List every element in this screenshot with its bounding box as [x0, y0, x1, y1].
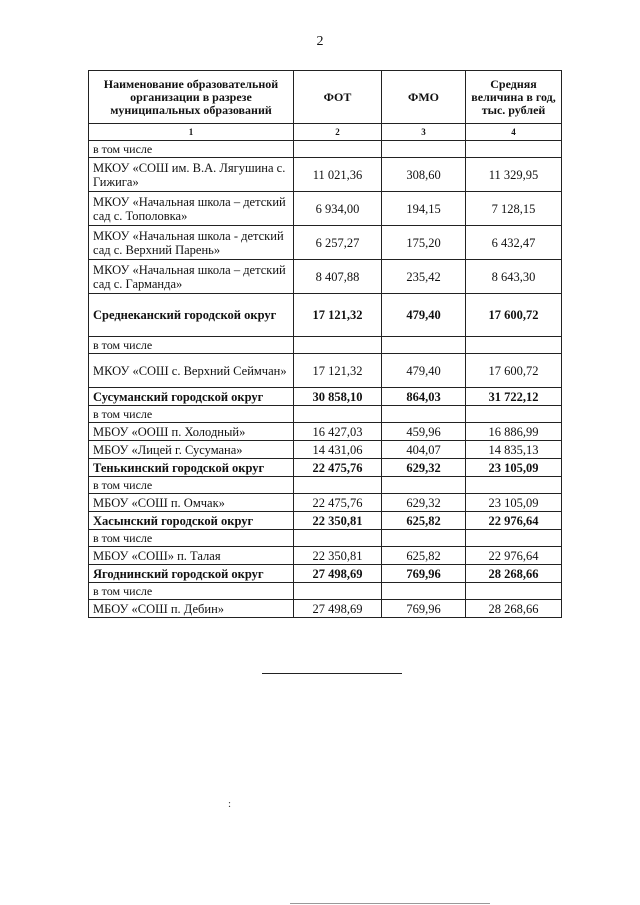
row-average: 22 976,64 — [466, 547, 562, 565]
page-bottom-edge — [290, 903, 490, 904]
row-fmo — [382, 141, 466, 158]
row-name: Тенькинский городской округ — [89, 459, 294, 477]
row-average: 28 268,66 — [466, 565, 562, 583]
row-fmo: 625,82 — [382, 547, 466, 565]
row-average — [466, 477, 562, 494]
row-average: 14 835,13 — [466, 441, 562, 459]
row-name: МКОУ «СОШ им. В.А. Лягушина с. Гижига» — [89, 158, 294, 192]
row-fmo: 479,40 — [382, 354, 466, 388]
table-row — [89, 583, 562, 600]
row-fmo: 769,96 — [382, 565, 466, 583]
column-number: 3 — [382, 124, 466, 141]
row-fmo: 404,07 — [382, 441, 466, 459]
row-fmo — [382, 477, 466, 494]
row-name: МБОУ «СОШ п. Омчак» — [89, 494, 294, 512]
header-fmo: ФМО — [382, 71, 466, 124]
table-row — [89, 530, 562, 547]
row-name: в том числе — [89, 141, 294, 158]
row-fot: 8 407,88 — [294, 260, 382, 294]
column-number-row — [89, 124, 562, 141]
header-average: Средняя величина в год, тыс. рублей — [466, 71, 562, 124]
row-fot: 17 121,32 — [294, 294, 382, 337]
table-row — [89, 354, 562, 388]
row-fmo — [382, 530, 466, 547]
row-fot — [294, 583, 382, 600]
table-row — [89, 141, 562, 158]
column-number: 4 — [466, 124, 562, 141]
row-fot: 27 498,69 — [294, 600, 382, 618]
row-fot — [294, 337, 382, 354]
table-row — [89, 600, 562, 618]
row-name: Ягоднинский городской округ — [89, 565, 294, 583]
table-row — [89, 494, 562, 512]
row-name: МКОУ «СОШ с. Верхний Сеймчан» — [89, 354, 294, 388]
row-average: 28 268,66 — [466, 600, 562, 618]
row-name: в том числе — [89, 530, 294, 547]
table-row — [89, 226, 562, 260]
row-fot: 22 350,81 — [294, 512, 382, 530]
row-fot: 22 475,76 — [294, 494, 382, 512]
row-average: 16 886,99 — [466, 423, 562, 441]
signature-line — [262, 673, 402, 674]
table-row — [89, 547, 562, 565]
table-row — [89, 260, 562, 294]
table-row — [89, 158, 562, 192]
row-name: МКОУ «Начальная школа – детский сад с. Гарманда» — [89, 260, 294, 294]
table-row — [89, 294, 562, 337]
row-fot: 22 350,81 — [294, 547, 382, 565]
row-average — [466, 583, 562, 600]
row-fmo: 629,32 — [382, 459, 466, 477]
row-fot: 27 498,69 — [294, 565, 382, 583]
table-row — [89, 388, 562, 406]
row-name: Сусуманский городской округ — [89, 388, 294, 406]
row-fmo: 629,32 — [382, 494, 466, 512]
row-average: 23 105,09 — [466, 494, 562, 512]
row-name: МКОУ «Начальная школа - детский сад с. Верхний Парень» — [89, 226, 294, 260]
table-row — [89, 441, 562, 459]
row-fmo: 308,60 — [382, 158, 466, 192]
row-fot: 11 021,36 — [294, 158, 382, 192]
row-fmo: 769,96 — [382, 600, 466, 618]
row-fot — [294, 530, 382, 547]
column-number: 1 — [89, 124, 294, 141]
row-average: 6 432,47 — [466, 226, 562, 260]
row-average — [466, 337, 562, 354]
row-fot — [294, 477, 382, 494]
stray-mark: : — [228, 798, 232, 810]
header-fot: ФОТ — [294, 71, 382, 124]
table-row — [89, 477, 562, 494]
row-fmo: 194,15 — [382, 192, 466, 226]
row-fmo: 459,96 — [382, 423, 466, 441]
row-average — [466, 141, 562, 158]
row-fmo — [382, 337, 466, 354]
row-fmo — [382, 583, 466, 600]
row-fmo — [382, 406, 466, 423]
table-row — [89, 565, 562, 583]
row-fot: 6 934,00 — [294, 192, 382, 226]
row-name: в том числе — [89, 477, 294, 494]
table-body — [89, 141, 562, 618]
table-row — [89, 406, 562, 423]
row-average: 17 600,72 — [466, 354, 562, 388]
row-fot: 22 475,76 — [294, 459, 382, 477]
column-number: 2 — [294, 124, 382, 141]
row-name: МКОУ «Начальная школа – детский сад с. Тополовка» — [89, 192, 294, 226]
page-number: 2 — [316, 34, 324, 49]
row-fot: 17 121,32 — [294, 354, 382, 388]
row-average: 17 600,72 — [466, 294, 562, 337]
table-row — [89, 337, 562, 354]
row-fmo: 479,40 — [382, 294, 466, 337]
row-fmo: 625,82 — [382, 512, 466, 530]
row-name: МБОУ «ООШ п. Холодный» — [89, 423, 294, 441]
row-average: 8 643,30 — [466, 260, 562, 294]
row-average — [466, 406, 562, 423]
row-average — [466, 530, 562, 547]
row-fmo: 175,20 — [382, 226, 466, 260]
row-fmo: 235,42 — [382, 260, 466, 294]
row-name: МБОУ «СОШ» п. Талая — [89, 547, 294, 565]
row-average: 7 128,15 — [466, 192, 562, 226]
table-row — [89, 512, 562, 530]
row-name: Хасынский городской округ — [89, 512, 294, 530]
table-row — [89, 459, 562, 477]
row-name: МБОУ «Лицей г. Сусумана» — [89, 441, 294, 459]
row-average: 31 722,12 — [466, 388, 562, 406]
budget-table — [88, 70, 562, 618]
header-organization: Наименование образовательной организации в разрезе муниципальных образований — [89, 71, 294, 124]
table-row — [89, 423, 562, 441]
row-name: в том числе — [89, 406, 294, 423]
table-row — [89, 192, 562, 226]
row-fot: 16 427,03 — [294, 423, 382, 441]
row-fot: 14 431,06 — [294, 441, 382, 459]
row-fot: 30 858,10 — [294, 388, 382, 406]
row-fot — [294, 141, 382, 158]
row-name: МБОУ «СОШ п. Дебин» — [89, 600, 294, 618]
row-name: в том числе — [89, 583, 294, 600]
row-name: в том числе — [89, 337, 294, 354]
row-fot: 6 257,27 — [294, 226, 382, 260]
row-average: 23 105,09 — [466, 459, 562, 477]
row-average: 11 329,95 — [466, 158, 562, 192]
header-row — [89, 71, 562, 124]
row-fot — [294, 406, 382, 423]
row-fmo: 864,03 — [382, 388, 466, 406]
row-average: 22 976,64 — [466, 512, 562, 530]
row-name: Среднеканский городской округ — [89, 294, 294, 337]
